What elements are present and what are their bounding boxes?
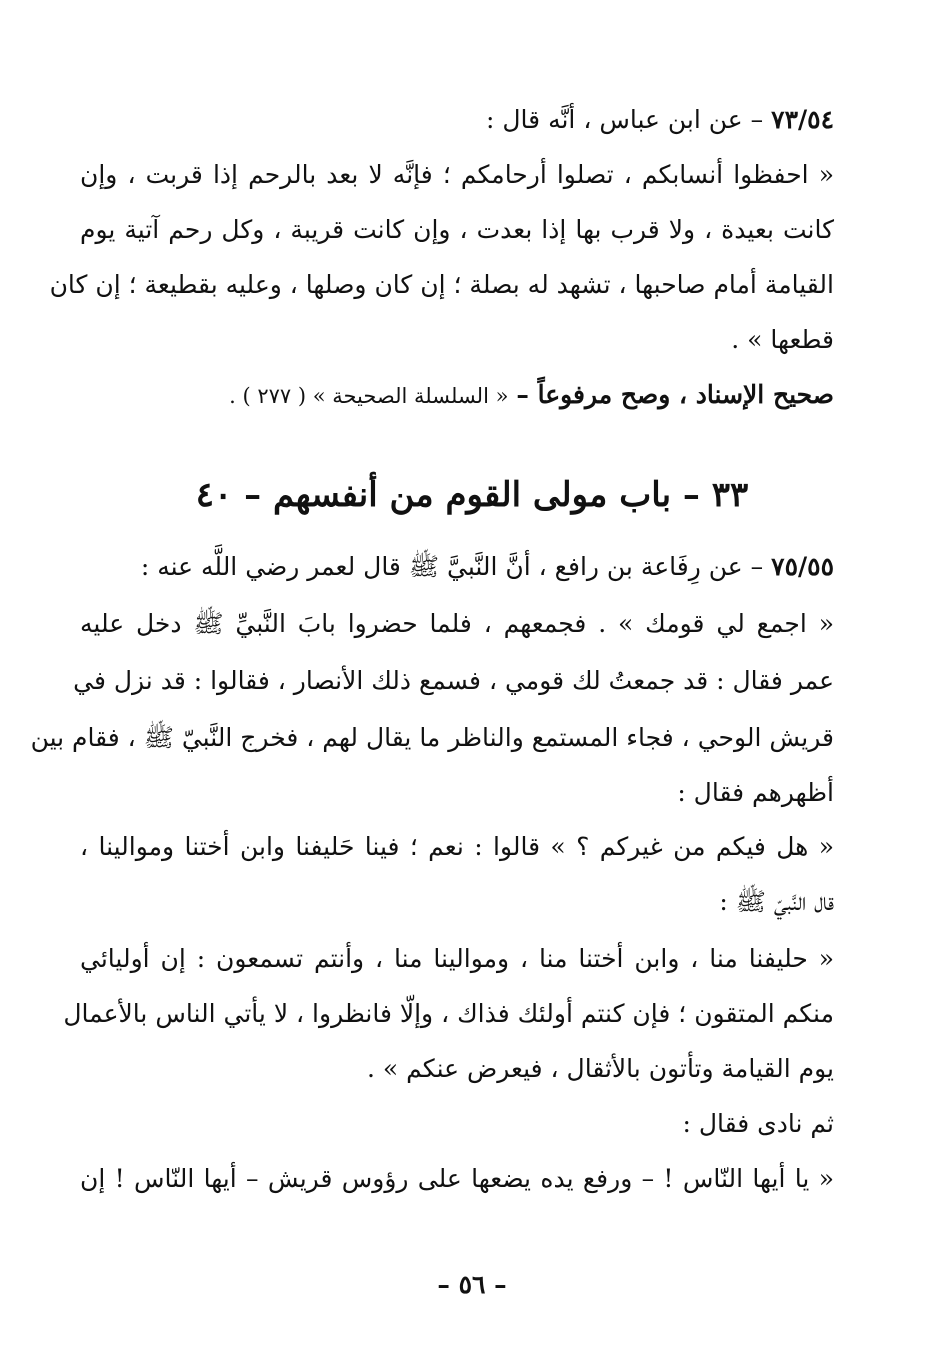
hadith-54-line-3: القيامة أمام صاحبها ، تشهد له بصلة ؛ إن كان وصلها ، وعليه بقطيعة ؛ إن كان — [49, 270, 834, 299]
hadith-55-line-4: قريش الوحي ، فجاء المستمع والناظر ما يقال لهم ، فخرج النَّبيّ ﷺ ، فقام بين — [30, 723, 834, 752]
hadith-54-grading — [80, 378, 834, 413]
hadith-55-line-11: ثم نادى فقال : — [682, 1109, 834, 1138]
hadith-55-line-9: منكم المتقون ؛ فإن كنتم أولئك فذاك ، وإلّا فانظروا ، لا يأتي الناس بالأعمال — [63, 999, 834, 1028]
hadith-55-line-6: « هل فيكم من غيركم ؟ » قالوا : نعم ؛ فينا حَليفنا وابن أختنا وموالينا ، — [80, 832, 834, 861]
hadith-55-line-7: قال النَّبيّ ﷺ : — [719, 887, 834, 916]
hadith-54-line-2: كانت بعيدة ، ولا قرب بها إذا بعدت ، وإن كانت قريبة ، وكل رحم آتية يوم — [80, 215, 834, 244]
hadith-54-intro: – عن ابن عباس ، أنَّه قال : — [486, 105, 764, 134]
hadith-54-heading — [80, 103, 834, 137]
hadith-55-line-12: « يا أيها النّاس ! – ورفع يده يضعها على رؤوس قريش – أيها النّاس ! إن — [80, 1164, 834, 1193]
hadith-55-line-10: يوم القيامة وتأتون بالأثقال ، فيعرض عنكم » . — [367, 1054, 834, 1083]
hadith-54-line-1: « احفظوا أنسابكم ، تصلوا أرحامكم ؛ فإنَّه لا بعد بالرحم إذا قربت ، وإن — [80, 160, 834, 189]
chapter-title: ٣٣ – باب مولى القوم من أنفسهم – ٤٠ — [195, 475, 749, 515]
hadith-55-line-8: « حليفنا منا ، وابن أختنا منا ، وموالينا منا ، وأنتم تسمعون : إن أوليائي — [80, 944, 834, 973]
hadith-55-line-1: – عن رِفَاعة بن رافع ، أنَّ النَّبيَّ ﷺ قال لعمر رضي اللَّه عنه : — [140, 552, 764, 581]
hadith-54-number: ٧٣/٥٤ — [771, 105, 834, 134]
hadith-55-line-5: أظهرهم فقال : — [677, 778, 834, 807]
grading-text: صحيح الإسناد ، وصح مرفوعاً – — [516, 380, 834, 409]
hadith-55-line-2: « اجمع لي قومك » . فجمعهم ، فلما حضروا بابَ النَّبيِّ ﷺ دخل عليه — [80, 609, 834, 638]
page-number: – ٥٦ – — [437, 1270, 507, 1299]
hadith-55-line-3: عمر فقال : قد جمعتُ لك قومي ، فسمع ذلك الأنصار ، فقالوا : قد نزل في — [73, 666, 834, 695]
grading-reference: « السلسلة الصحيحة » ( ٢٧٧ ) . — [229, 384, 509, 408]
hadith-55-number: ٧٥/٥٥ — [771, 552, 834, 581]
hadith-55-heading — [80, 550, 834, 584]
hadith-54-line-4: قطعها » . — [731, 325, 834, 354]
